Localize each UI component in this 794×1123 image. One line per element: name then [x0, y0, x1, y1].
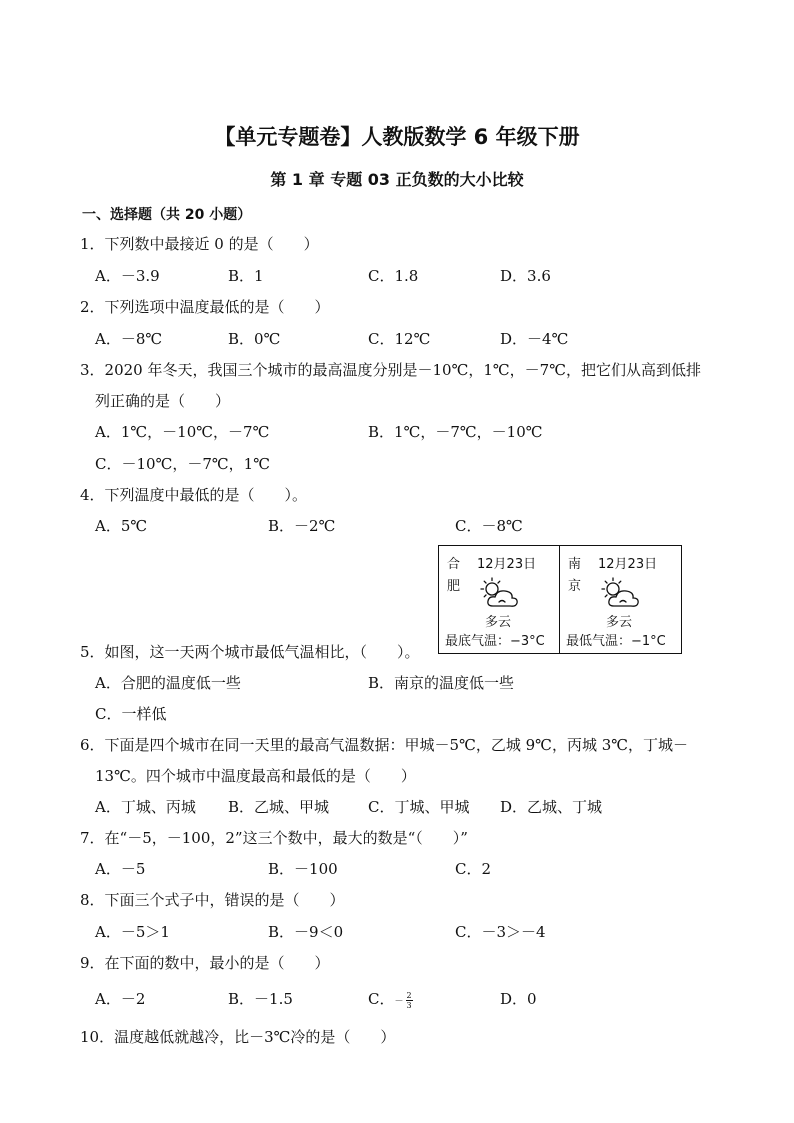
weather-card-hefei — [439, 546, 559, 653]
question-8-option-c: C．－3＞－4 — [455, 923, 546, 941]
weather-city-char-2: 肥 — [447, 579, 461, 594]
weather-condition: 多云 — [485, 615, 512, 630]
fraction-sign: － — [394, 996, 404, 1007]
question-7-option-a: A．－5 — [95, 860, 146, 878]
question-1-stem: 1．下列数中最接近 0 的是（ ） — [80, 235, 319, 253]
question-8-option-b: B．－9＜0 — [268, 923, 344, 941]
option-label: C． — [368, 990, 395, 1008]
question-8-option-a: A．－5＞1 — [95, 923, 170, 941]
weather-date: 12月23日 — [477, 557, 537, 572]
weather-city-char-1: 南 — [568, 557, 582, 572]
question-4-option-a: A．5℃ — [95, 517, 148, 535]
question-3-option-a: A．1℃，－10℃，－7℃ — [95, 423, 270, 441]
question-1-option-b: B．1 — [228, 267, 264, 285]
question-4-option-c: C．－8℃ — [455, 517, 523, 535]
partly-cloudy-icon — [598, 576, 642, 610]
question-9-option-d: D．0 — [500, 990, 537, 1008]
question-7-option-b: B．－100 — [268, 860, 338, 878]
question-2-option-a: A．－8℃ — [95, 330, 163, 348]
question-9-stem: 9．在下面的数中，最小的是（ ） — [80, 954, 330, 972]
question-9-option-c — [368, 988, 413, 1010]
question-10-stem: 10．温度越低就越冷，比－3℃冷的是（ ） — [80, 1028, 396, 1046]
weather-condition: 多云 — [606, 615, 633, 630]
question-3-stem: 3．2020 年冬天，我国三个城市的最高温度分别是－10℃，1℃，－7℃，把它们从高到低排 — [80, 361, 702, 379]
question-6-option-a: A．丁城、丙城 — [95, 798, 196, 816]
question-1-option-c: C．1.8 — [368, 267, 419, 285]
question-9-option-a: A．－2 — [95, 990, 146, 1008]
question-2-stem: 2．下列选项中温度最低的是（ ） — [80, 298, 330, 316]
fraction-numerator: 2 — [406, 990, 412, 1000]
question-2-option-d: D．－4℃ — [500, 330, 569, 348]
page-subtitle: 第 1 章 专题 03 正负数的大小比较 — [270, 170, 524, 189]
page-title: 【单元专题卷】人教版数学 6 年级下册 — [214, 125, 580, 149]
question-7-stem: 7．在“－5，－100，2”这三个数中，最大的数是“（ ）” — [80, 829, 468, 847]
question-5-option-a: A．合肥的温度低一些 — [95, 674, 241, 692]
question-5-option-c: C．一样低 — [95, 705, 167, 723]
weather-low-temp: 最底气温：−3°C — [445, 634, 545, 649]
question-8-stem: 8．下面三个式子中，错误的是（ ） — [80, 891, 345, 909]
question-3-option-c: C．－10℃，－7℃，1℃ — [95, 455, 270, 473]
fraction — [406, 991, 413, 1010]
fraction-denominator: 3 — [406, 1000, 412, 1010]
question-6-stem-cont: 13℃。四个城市中温度最高和最低的是（ ） — [95, 767, 416, 785]
question-3-option-b: B．1℃，－7℃，－10℃ — [368, 423, 543, 441]
weather-card-nanjing — [560, 546, 680, 653]
question-2-option-b: B．0℃ — [228, 330, 281, 348]
question-1-option-d: D．3.6 — [500, 267, 551, 285]
question-6-option-d: D．乙城、丁城 — [500, 798, 603, 816]
question-3-stem-cont: 列正确的是（ ） — [95, 392, 231, 410]
question-4-option-b: B．－2℃ — [268, 517, 336, 535]
question-7-option-c: C．2 — [455, 860, 492, 878]
weather-low-temp: 最低气温：−1°C — [566, 634, 666, 649]
question-4-stem: 4．下列温度中最低的是（ ）。 — [80, 486, 308, 504]
question-6-stem: 6．下面是四个城市在同一天里的最高气温数据：甲城－5℃，乙城 9℃，丙城 3℃，丁城－ — [80, 736, 689, 754]
section-heading: 一、选择题（共 20 小题） — [82, 207, 252, 223]
partly-cloudy-icon — [477, 576, 521, 610]
weather-city-char-1: 合 — [447, 557, 461, 572]
question-6-option-b: B．乙城、甲城 — [228, 798, 330, 816]
question-9-option-b: B．－1.5 — [228, 990, 293, 1008]
question-6-option-c: C．丁城、甲城 — [368, 798, 470, 816]
question-5-stem: 5．如图，这一天两个城市最低气温相比，（ ）。 — [80, 643, 420, 661]
weather-date: 12月23日 — [598, 557, 658, 572]
question-2-option-c: C．12℃ — [368, 330, 431, 348]
question-5-option-b: B．南京的温度低一些 — [368, 674, 515, 692]
weather-city-char-2: 京 — [568, 579, 582, 594]
weather-figure — [438, 545, 682, 654]
question-1-option-a: A．－3.9 — [95, 267, 160, 285]
